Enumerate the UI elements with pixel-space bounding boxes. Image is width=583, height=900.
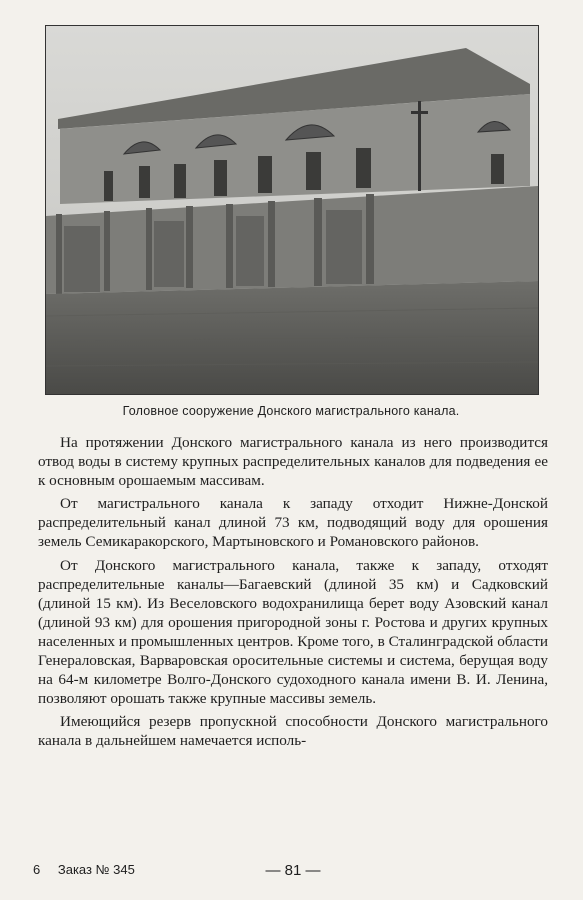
signature-number: 6: [33, 862, 41, 877]
paragraph: Имеющийся резерв пропускной способности Донского магистрального канала в дальнейшем намечается исполь-: [38, 713, 548, 750]
paragraph: От Донского магистрального канала, также к западу, отходят распределительные каналы—Багаевский (длиной 35 км) и Садковский (длиной 15 км). Из Веселовского водохранилища берет воду Азовский канал (длиной 93 км) для орошения пригородной зоны г. Ростова и других крупных населенных и промышленных центров. Кроме того, в Сталинградской области Генераловская, Варваровская оросительные системы и система, берущая воду на 64-м километре Волго-Донского судоходного канала имени В. И. Ленина, позволяют орошать также крупные массивы земель.: [38, 556, 548, 708]
page-number: — 81 —: [265, 862, 321, 879]
page-footer: [33, 862, 553, 882]
figure-caption: Головное сооружение Донского магистрального канала.: [122, 404, 460, 418]
order-number: Заказ № 345: [57, 862, 135, 877]
paragraph: На протяжении Донского магистрального канала из него производится отвод воды в систему крупных распределительных каналов для подведения ее к основным орошаемым массивам.: [38, 434, 548, 490]
body-text: [38, 433, 548, 755]
paragraph: От магистрального канала к западу отходит Нижне-Донской распределительный канал длиной 73 км, подводящий воду для орошения земель Семикаракорского, Мартыновского и Романовского районов.: [38, 495, 548, 551]
building-illustration: [46, 26, 538, 394]
building-photo: [45, 25, 539, 395]
